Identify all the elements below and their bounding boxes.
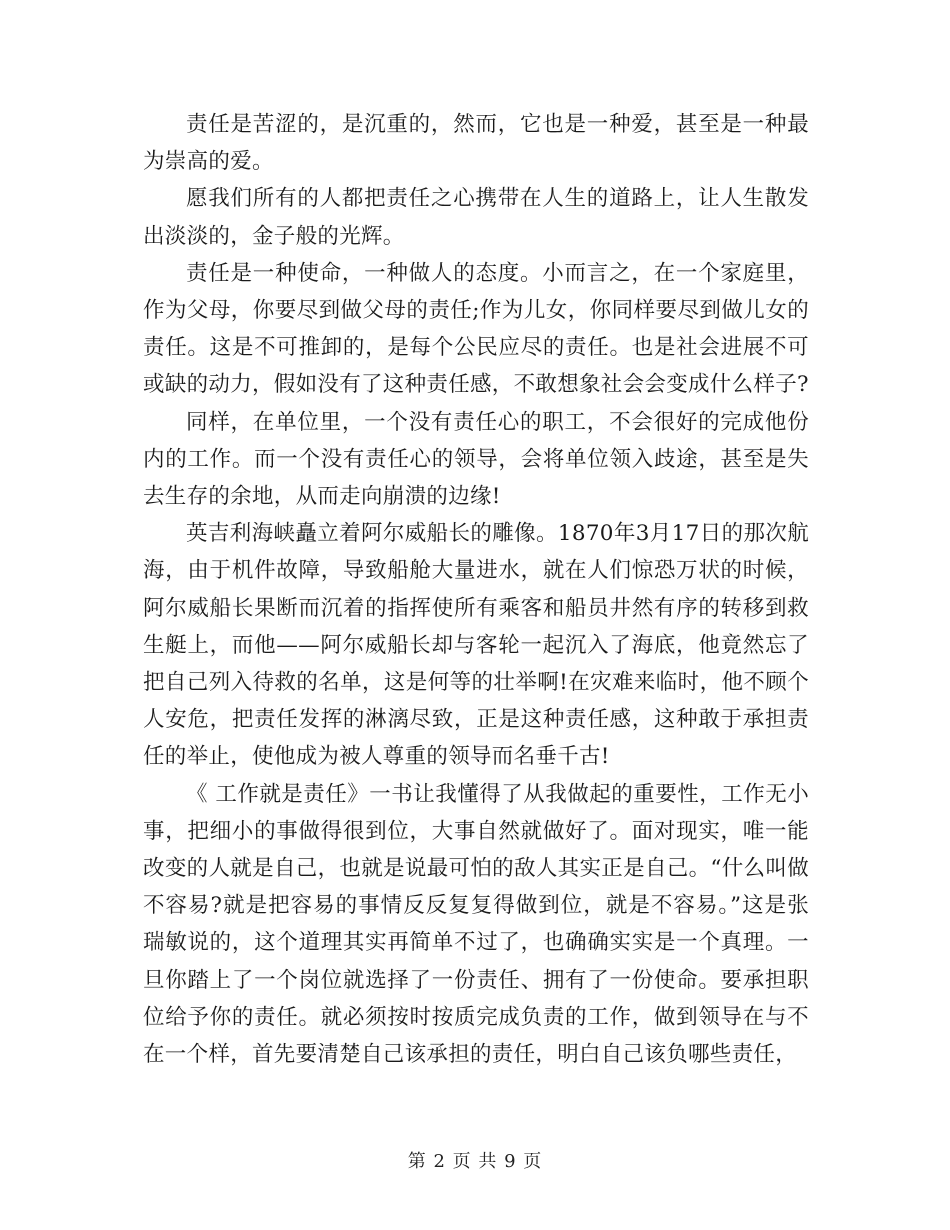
paragraph-2: 愿我们所有的人都把责任之心携带在人生的道路上，让人生散发出淡淡的，金子般的光辉。 [143, 186, 809, 249]
paragraph-6: 《 工作就是责任》一书让我懂得了从我做起的重要性，工作无小事，把细小的事做得很到位，大事自然就做好了。面对现实，唯一能改变的人就是自己，也就是说最可怕的敌人其实正是自己。“什么叫做不容易?就是把容易的事情反反复复得做到位，就是不容易。”这是张瑞敏说的，这个道理其实再简单不过了，也确确实实是一个真理。一旦你踏上了一个岗位就选择了一份责任、拥有了一份使命。要承担职位给予你的责任。就必须按时按质完成负责的工作，做到领导在与不在一个样，首先要清楚自己该承担的责任，明白自己该负哪些责任， [143, 781, 809, 1068]
paragraph-1: 责任是苦涩的，是沉重的，然而，它也是一种爱，甚至是一种最为崇高的爱。 [143, 112, 809, 175]
page-number-footer: 第 2 页 共 9 页 [407, 1151, 543, 1172]
paragraph-3: 责任是一种使命，一种做人的态度。小而言之，在一个家庭里，作为父母，你要尽到做父母的责任;作为儿女，你同样要尽到做儿女的责任。这是不可推卸的，是每个公民应尽的责任。也是社会进展不可或缺的动力，假如没有了这种责任感，不敢想象社会会变成什么样子? [143, 260, 809, 398]
document-body [143, 106, 809, 1073]
paragraph-4: 同样，在单位里，一个没有责任心的职工，不会很好的完成他份内的工作。而一个没有责任心的领导，会将单位领入歧途，甚至是失去生存的余地，从而走向崩溃的边缘! [143, 409, 809, 510]
paragraph-5: 英吉利海峡矗立着阿尔威船长的雕像。1870年3月17日的那次航海，由于机件故障，导致船舱大量进水，就在人们惊恐万状的时候，阿尔威船长果断而沉着的指挥使所有乘客和船员井然有序的转移到救生艇上，而他——阿尔威船长却与客轮一起沉入了海底，他竟然忘了把自己列入待救的名单，这是何等的壮举啊!在灾难来临时，他不顾个人安危，把责任发挥的淋漓尽致，正是这种责任感，这种敢于承担责任的举止，使他成为被人尊重的领导而名垂千古! [143, 521, 809, 770]
